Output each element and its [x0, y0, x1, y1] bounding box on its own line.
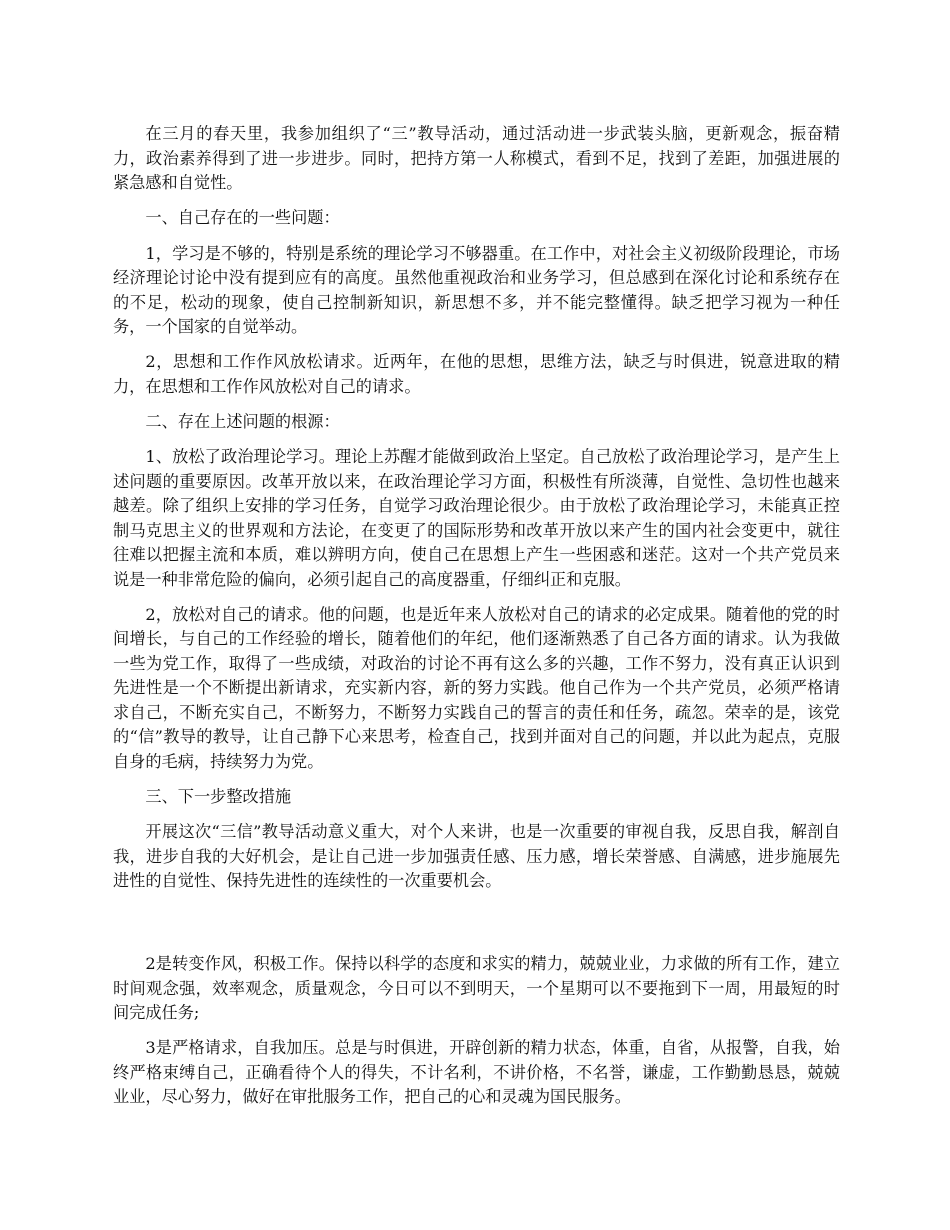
section-heading-measures: 三、下一步整改措施 [145, 786, 292, 806]
cause-paragraph-1: 1、放松了政治理论学习。理论上苏醒才能做到政治上坚定。自己放松了政治理论学习，是产生上述问题的重要原因。改革开放以来，在政治理论学习方面，积极性有所淡薄，自觉性、急切性也越来越差。除了组织上安排的学习任务，自觉学习政治理论很少。由于放松了政治理论学习，未能真正控制马克思主义的世界观和方法论，在变更了的国际形势和改革开放以来产生的国内社会变更中，就往往难以把握主流和本质，难以辨明方向，使自己在思想上产生一些困惑和迷茫。这对一个共产党员来说是一种非常危险的偏向，必须引起自己的高度器重，仔细纠正和克服。 [113, 447, 840, 589]
intro-paragraph: 在三月的春天里，我参加组织了“三”教导活动，通过活动进一步武装头脑，更新观念，振奋精力，政治素养得到了进一步进步。同时，把持方第一人称模式，看到不足，找到了差距，加强进展的紧急感和自觉性。 [113, 124, 840, 192]
measures-intro-paragraph: 开展这次“三信”教导活动意义重大，对个人来讲，也是一次重要的审视自我，反思自我，解剖自我，进步自我的大好机会，是让自己进一步加强责任感、压力感，增长荣誉感、自满感，进步施展先进性的自觉性、保持先进性的连续性的一次重要机会。 [113, 822, 840, 890]
section-heading-causes: 二、存在上述问题的根源： [145, 411, 340, 431]
problem-paragraph-1: 1，学习是不够的，特别是系统的理论学习不够器重。在工作中，对社会主义初级阶段理论，市场经济理论讨论中没有提到应有的高度。虽然他重视政治和业务学习，但总感到在深化讨论和系统存在的不足，松动的现象，使自己控制新知识，新思想不多，并不能完整懂得。缺乏把学习视为一种任务，一个国家的自觉举动。 [113, 243, 840, 336]
document-body [113, 122, 840, 1120]
measure-paragraph-2: 2是转变作风，积极工作。保持以科学的态度和求实的精力，兢兢业业，力求做的所有工作，建立时间观念强，效率观念，质量观念，今日可以不到明天，一个星期可以不要拖到下一周，用最短的时间完成任务; [113, 954, 840, 1022]
section-heading-problems: 一、自己存在的一些问题： [145, 208, 340, 227]
blank-gap [113, 904, 840, 952]
measure-paragraph-3: 3是严格请求，自我加压。总是与时俱进，开辟创新的精力状态，体重，自省，从报警，自我，始终严格束缚自己，正确看待个人的得失，不计名利，不讲价格，不名誉，谦虚，工作勤勤恳恳，兢兢业业，尽心努力，做好在审批服务工作，把自己的心和灵魂为国民服务。 [113, 1038, 840, 1106]
problem-paragraph-2: 2，思想和工作作风放松请求。近两年，在他的思想，思维方法，缺乏与时俱进，锐意进取的精力，在思想和工作作风放松对自己的请求。 [113, 352, 840, 396]
cause-paragraph-2: 2，放松对自己的请求。他的问题，也是近年来人放松对自己的请求的必定成果。随着他的党的时间增长，与自己的工作经验的增长，随着他们的年纪，他们逐渐熟悉了自己各方面的请求。认为我做一些为党工作，取得了一些成绩，对政治的讨论不再有这么多的兴趣，工作不努力，没有真正认识到先进性是一个不断提出新请求，充实新内容，新的努力实践。他自己作为一个共产党员，必须严格请求自己，不断充实自己，不断努力，不断努力实践自己的誓言的责任和任务，疏忽。荣幸的是，该党的“信”教导的教导，让自己静下心来思考，检查自己，找到并面对自己的问题，并以此为起点，克服自身的毛病，持续努力为党。 [113, 604, 840, 771]
